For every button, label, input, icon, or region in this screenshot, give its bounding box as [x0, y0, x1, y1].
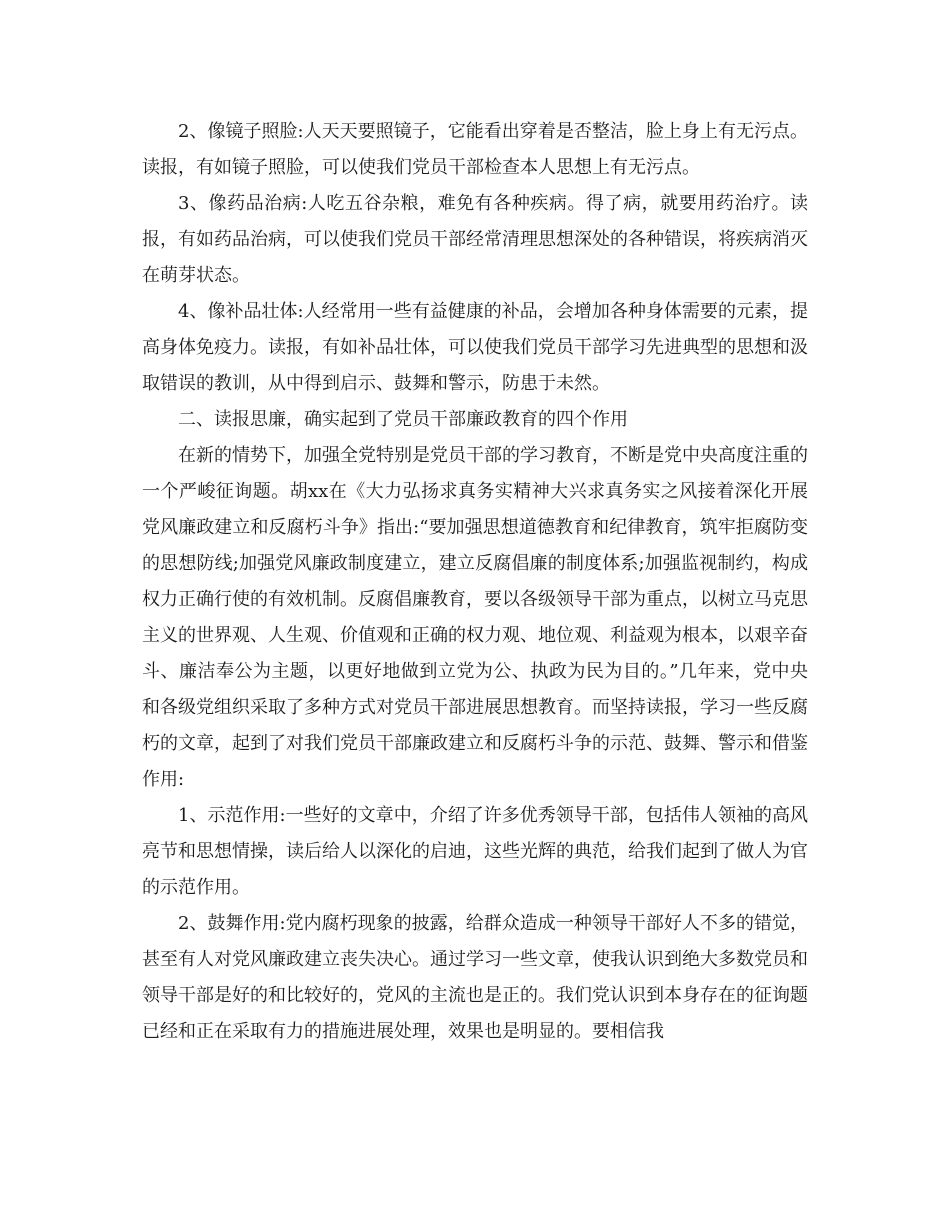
document-body — [142, 114, 808, 1050]
paragraph-encouragement: 2、鼓舞作用:党内腐朽现象的披露，给群众造成一种领导干部好人不多的错觉，甚至有人对党风廉政建立丧失决心。通过学习一些文章，使我认识到绝大多数党员和领导干部是好的和比较好的，党风的主流也是正的。我们党认识到本身存在的征询题已经和正在采取有力的措施进展处理，效果也是明显的。要相信我 — [142, 913, 808, 1042]
paragraph-situation: 在新的情势下，加强全党特别是党员干部的学习教育，不断是党中央高度注重的一个严峻征询题。胡xx在《大力弘扬求真务实精神大兴求真务实之风接着深化开展党风廉政建立和反腐朽斗争》指出:“要加强思想道德教育和纪律教育，筑牢拒腐防变的思想防线;加强党风廉政制度建立，建立反腐倡廉的制度体系;加强监视制约，构成权力正确行使的有效机制。反腐倡廉教育，要以各级领导干部为重点，以树立马克思主义的世界观、人生观、价值观和正确的权力观、地位观、利益观为根本，以艰辛奋斗、廉洁奉公为主题，以更好地做到立党为公、执政为民为目的。”几年来，党中央和各级党组织采取了多种方式对党员干部进展思想教育。而坚持读报，学习一些反腐朽的文章，起到了对我们党员干部廉政建立和反腐朽斗争的示范、鼓舞、警示和借鉴作用: — [142, 445, 808, 790]
paragraph-demonstration: 1、示范作用:一些好的文章中，介绍了许多优秀领导干部，包括伟人领袖的高风亮节和思想情操，读后给人以深化的启迪，这些光辉的典范，给我们起到了做人为官的示范作用。 — [142, 805, 808, 898]
paragraph-tonic: 4、像补品壮体:人经常用一些有益健康的补品，会增加各种身体需要的元素，提高身体免疫力。读报，有如补品壮体，可以使我们党员干部学习先进典型的思想和汲取错误的教训，从中得到启示、鼓舞和警示，防患于未然。 — [142, 301, 808, 394]
paragraph-medicine: 3、像药品治病:人吃五谷杂粮，难免有各种疾病。得了病，就要用药治疗。读报，有如药品治病，可以使我们党员干部经常清理思想深处的各种错误，将疾病消灭在萌芽状态。 — [142, 193, 808, 286]
paragraph-mirror: 2、像镜子照脸:人天天要照镜子，它能看出穿着是否整洁，脸上身上有无污点。读报，有如镜子照脸，可以使我们党员干部检查本人思想上有无污点。 — [142, 121, 808, 178]
section-heading: 二、读报思廉，确实起到了党员干部廉政教育的四个作用 — [178, 409, 628, 430]
